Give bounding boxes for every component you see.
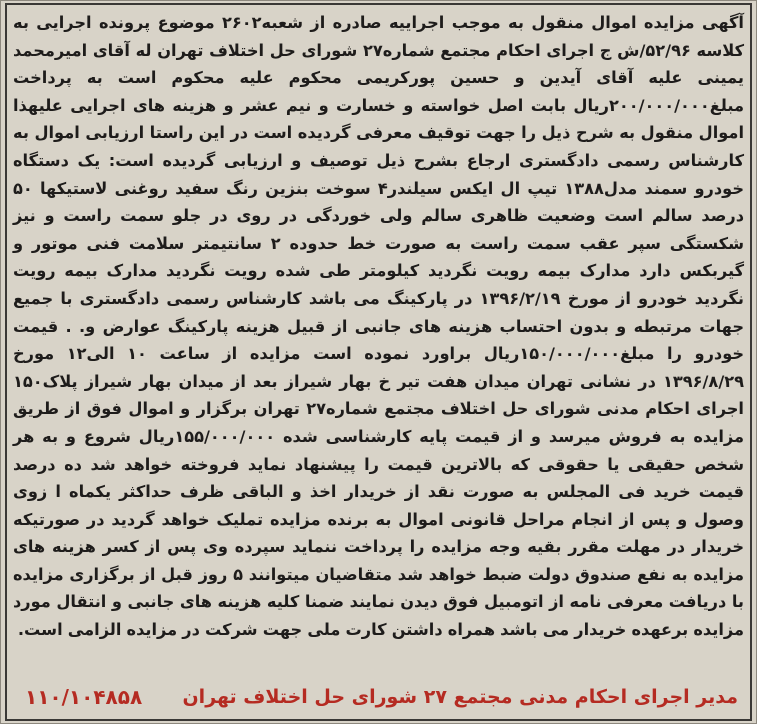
notice-signature xyxy=(25,680,738,714)
signature-title: مدیر اجرای احکام مدنی مجتمع ۲۷ شورای حل اختلاف تهران xyxy=(182,686,738,708)
notice-code: ۱۱۰/۱۰۴۸۵۸ xyxy=(25,685,143,709)
auction-notice-text: آگهی مزایده اموال منقول به موجب اجراییه صادره از شعبه۲۶۰۲ موضوع پرونده اجرایی به کلاسه ۵۲/۹۶/ش ج اجرای احکام مجتمع شماره۲۷ شورای حل اختلاف تهران له آقای امیرمحمد یمینی علیه آقای آیدین و حسین پورکریمی محکوم علیه محکوم است به پرداخت مبلغ۲۰۰/۰۰۰/۰۰۰ریال بابت اصل خواسته و خسارت و نیم عشر و هزینه های اجرایی علیهذا اموال منقول به شرح ذیل را جهت توقیف معرفی گردیده است در این راستا ارزیابی اموال به کارشناس رسمی دادگستری ارجاع بشرح ذیل توصیف و ارزیابی گردیده است: یک دستگاه خودرو سمند مدل۱۳۸۸ تیپ ال ایکس سیلندر۴ سوخت بنزین رنگ سفید روغنی لاستیکها ۵۰ درصد سالم است وضعیت ظاهری سالم ولی خوردگی در روی در جلو سمت راست و نیز شکستگی سپر عقب سمت راست به صورت خط حدوده ۲ سانتیمتر سلامت فنی موتور و گیربکس دارد مدارک بیمه رویت نگردید کیلومتر طی شده رویت نگردید مدارک بیمه رویت نگردید خودرو از مورخ ۱۳۹۶/۲/۱۹ در پارکینگ می باشد کارشناس رسمی دادگستری با جمیع جهات مرتبطه و بدون احتساب هزینه های جانبی از قبیل هزینه پارکینگ عوارض و. . قیمت خودرو را مبلغ۱۵۰/۰۰۰/۰۰۰ریال براورد نموده است مزایده از ساعت ۱۰ الی۱۲ مورخ ۱۳۹۶/۸/۲۹ در نشانی تهران میدان هفت تیر خ بهار شیراز بعد از میدان بهار شیراز پلاک۱۵۰ اجرای احکام مدنی شورای حل اختلاف مجتمع شماره۲۷ تهران برگزار و اموال فوق از طریق مزایده به فروش میرسد و از قیمت پایه کارشناسی شده ۱۵۵/۰۰۰/۰۰۰ریال شروع و به هر شخص حقیقی یا حقوقی که بالاترین قیمت را پیشنهاد نماید فروخته خواهد شد ده درصد قیمت خرید فی المجلس به صورت نقد از خریدار اخذ و الباقی ظرف حداکثر یکماه ا زوی وصول و پس از انجام مراحل قانونی اموال به برنده مزایده تملیک خواهد گردید در صورتیکه خریدار در مهلت مقرر بقیه وجه مزایده را پرداخت ننماید سپرده وی پس از کسر هزینه های مزایده به نفع صندوق دولت ضبط خواهد شد متقاضیان میتوانند ۵ روز قبل از برگزاری مزایده با دریافت معرفی نامه از اتومبیل فوق دیدن نمایند ضمنا کلیه هزینه های جانبی و انتقال مورد مزایده برعهده خریدار می باشد همراه داشتن کارت ملی جهت شرکت در مزایده الزامی است. xyxy=(13,13,745,640)
